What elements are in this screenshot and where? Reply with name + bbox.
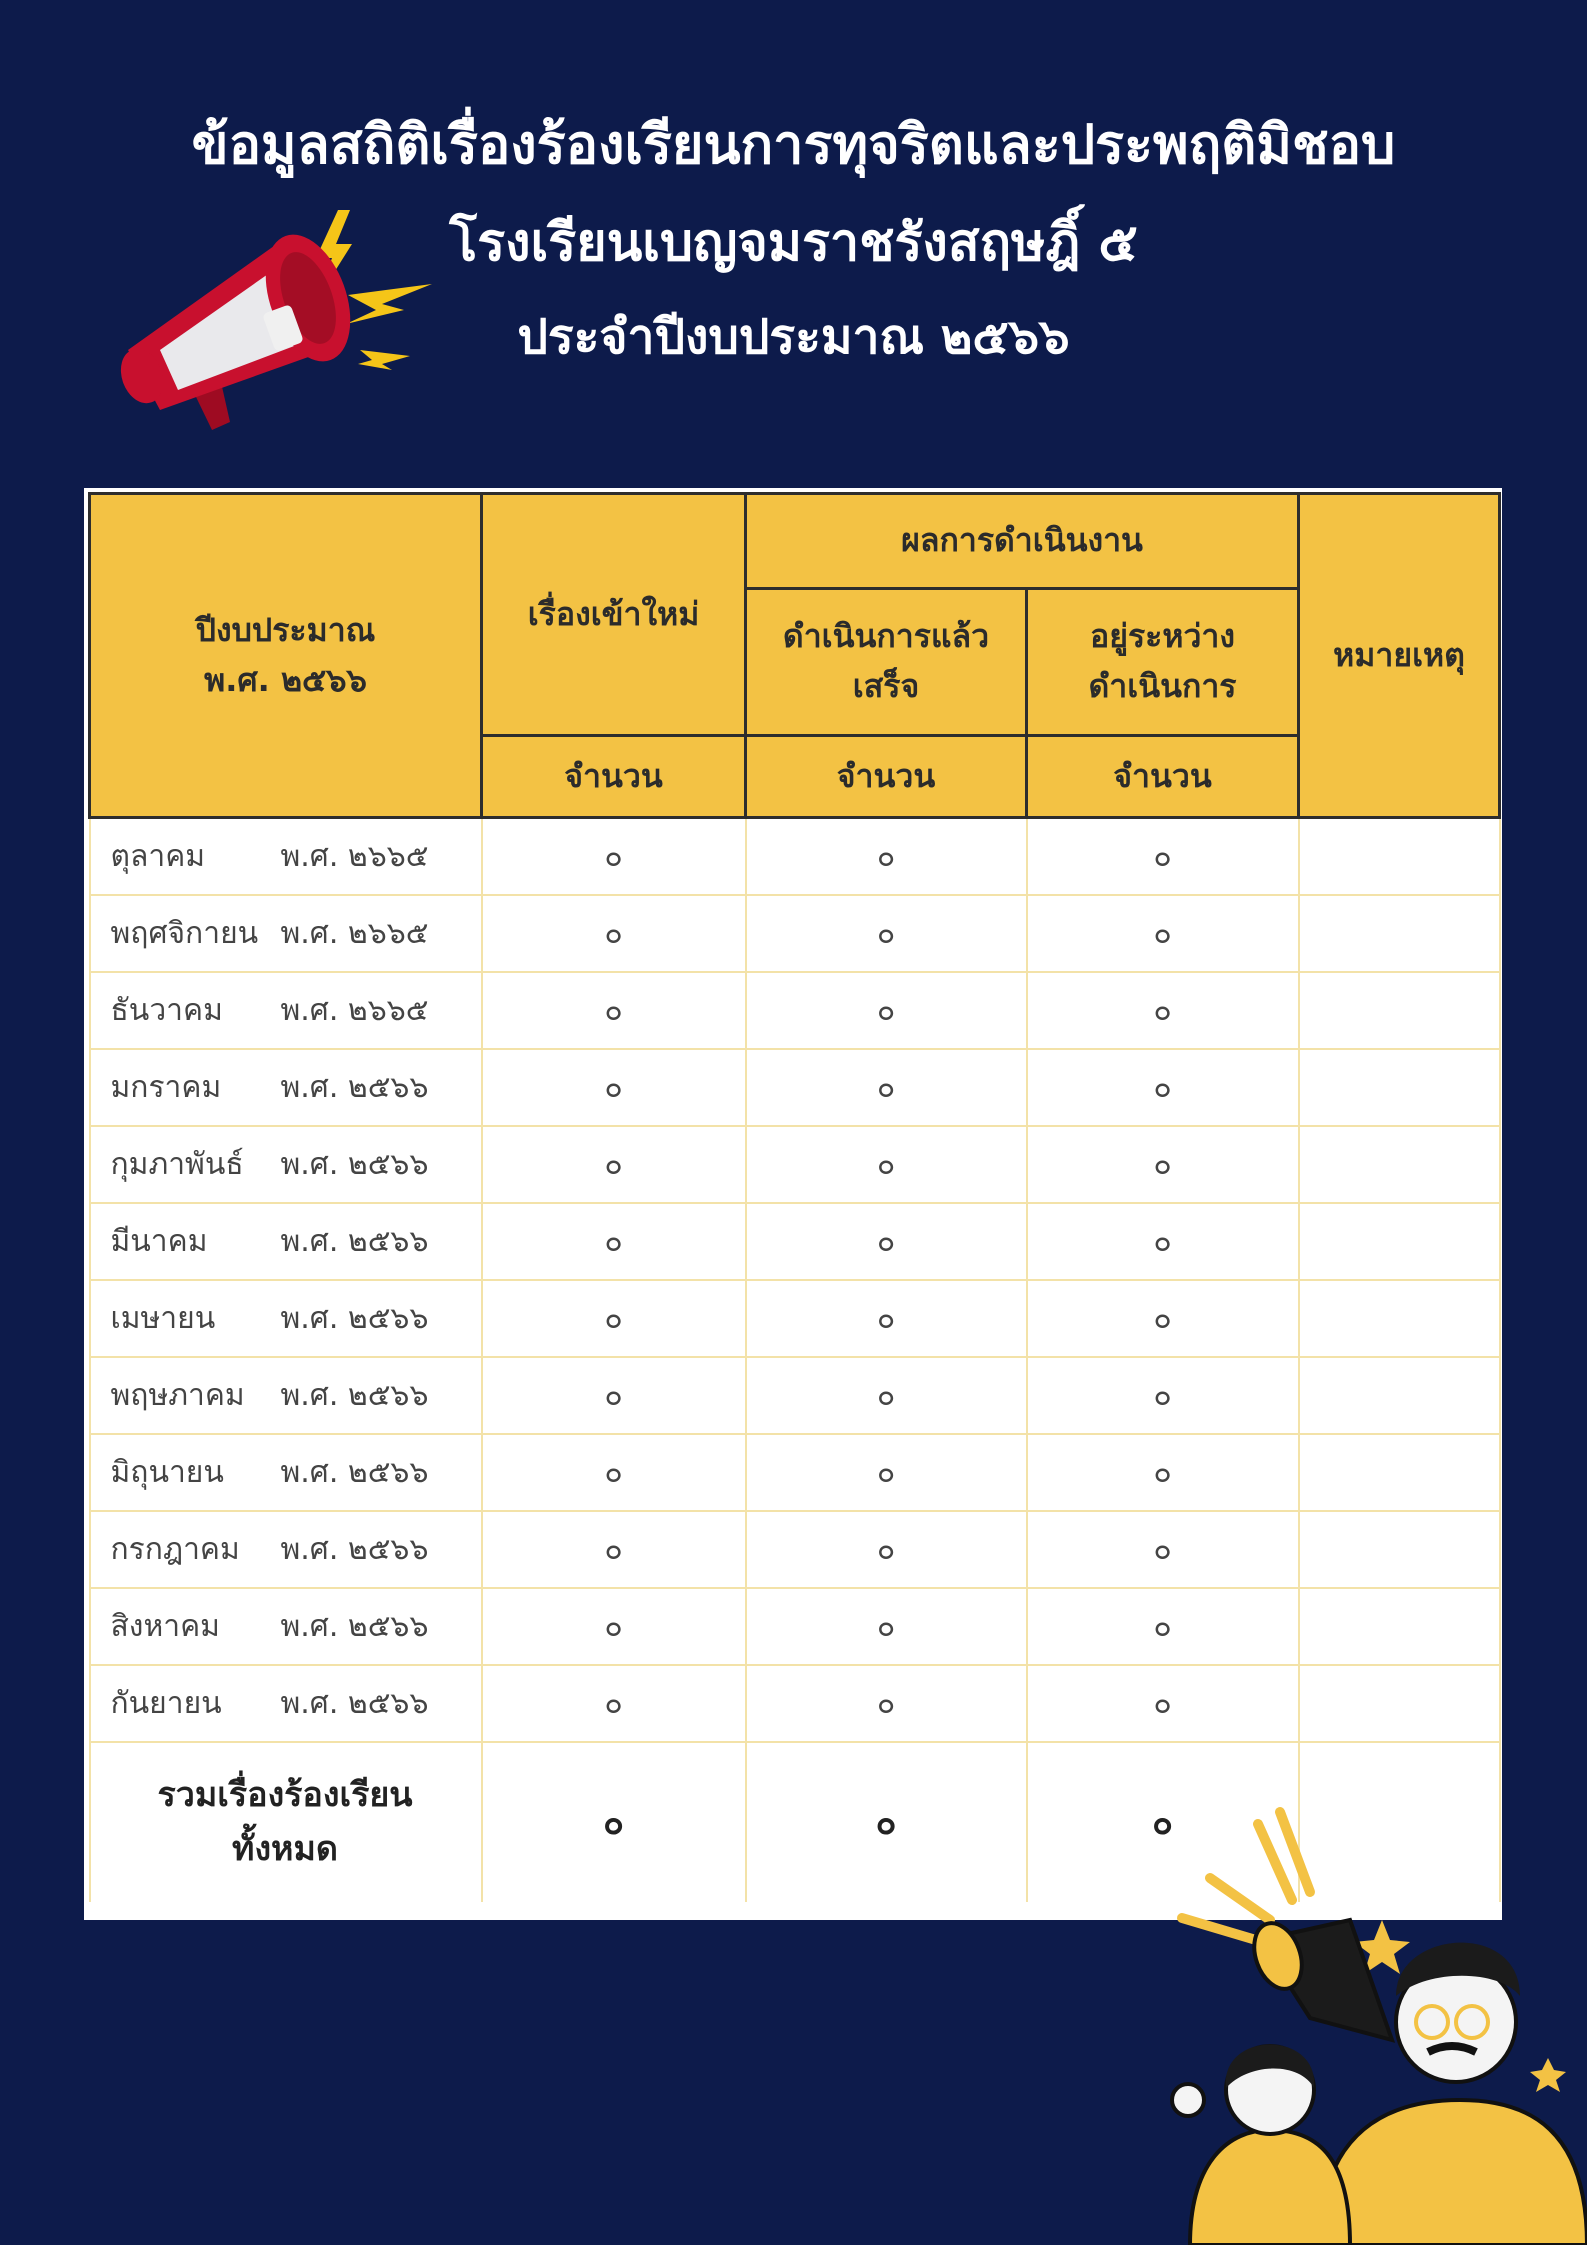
month-name: ตุลาคม — [110, 838, 206, 874]
new-cases-cell: ๐ — [482, 1665, 746, 1742]
table-row — [90, 1665, 1500, 1742]
in-progress-cell: ๐ — [1027, 818, 1299, 895]
new-cases-cell: ๐ — [482, 1126, 746, 1203]
remarks-cell — [1299, 1280, 1500, 1357]
completed-cell: ๐ — [746, 1049, 1027, 1126]
total-label — [90, 1742, 482, 1902]
table-row — [90, 895, 1500, 972]
completed-cell: ๐ — [746, 1665, 1027, 1742]
complaint-statistics-table — [84, 488, 1502, 1920]
month-cell — [90, 1434, 482, 1511]
completed-cell: ๐ — [746, 1588, 1027, 1665]
in-progress-cell: ๐ — [1027, 1665, 1299, 1742]
remarks-cell — [1299, 1588, 1500, 1665]
month-year: พ.ศ. ๒๕๖๖ — [280, 1685, 429, 1721]
completed-cell: ๐ — [746, 895, 1027, 972]
completed-cell: ๐ — [746, 1434, 1027, 1511]
header-remarks: หมายเหตุ — [1299, 494, 1500, 818]
header-completed — [746, 589, 1027, 736]
remarks-cell — [1299, 1665, 1500, 1742]
month-cell — [90, 1357, 482, 1434]
month-name: เมษายน — [110, 1300, 216, 1336]
remarks-cell — [1299, 1511, 1500, 1588]
header-results: ผลการดำเนินงาน — [746, 494, 1299, 589]
total-label-line1: รวมเรื่องร้องเรียน — [157, 1774, 413, 1815]
completed-cell: ๐ — [746, 1280, 1027, 1357]
new-cases-cell: ๐ — [482, 972, 746, 1049]
table-row — [90, 1434, 1500, 1511]
new-cases-cell: ๐ — [482, 895, 746, 972]
total-label-line2: ทั้งหมด — [232, 1829, 338, 1869]
month-year: พ.ศ. ๒๕๖๖ — [280, 1146, 429, 1182]
in-progress-cell: ๐ — [1027, 1280, 1299, 1357]
people-with-megaphone-illustration — [1160, 1800, 1587, 2245]
month-name: มิถุนายน — [110, 1454, 224, 1490]
month-name: กุมภาพันธ์ — [110, 1146, 244, 1182]
month-year: พ.ศ. ๒๕๖๖ — [280, 1454, 429, 1490]
month-year: พ.ศ. ๒๖๖๕ — [280, 915, 429, 951]
table-row — [90, 972, 1500, 1049]
header-fiscal-year-line2: พ.ศ. ๒๕๖๖ — [204, 660, 367, 699]
remarks-cell — [1299, 1434, 1500, 1511]
table-row — [90, 1511, 1500, 1588]
table-row — [90, 1203, 1500, 1280]
total-completed: ๐ — [746, 1742, 1027, 1902]
table-row — [90, 1280, 1500, 1357]
month-name: มีนาคม — [110, 1223, 208, 1259]
header-count-completed: จำนวน — [746, 736, 1027, 818]
month-name: กรกฎาคม — [110, 1531, 240, 1567]
month-name: พฤศจิกายน — [110, 915, 259, 951]
month-cell — [90, 972, 482, 1049]
remarks-cell — [1299, 1126, 1500, 1203]
total-new: ๐ — [482, 1742, 746, 1902]
new-cases-cell: ๐ — [482, 1588, 746, 1665]
new-cases-cell: ๐ — [482, 1511, 746, 1588]
completed-cell: ๐ — [746, 1203, 1027, 1280]
remarks-cell — [1299, 818, 1500, 895]
in-progress-cell: ๐ — [1027, 895, 1299, 972]
new-cases-cell: ๐ — [482, 1203, 746, 1280]
header-count-new: จำนวน — [482, 736, 746, 818]
in-progress-cell: ๐ — [1027, 972, 1299, 1049]
month-name: มกราคม — [110, 1069, 222, 1105]
new-cases-cell: ๐ — [482, 1434, 746, 1511]
month-cell — [90, 1203, 482, 1280]
total-in-progress: ๐ — [1027, 1742, 1299, 1902]
month-name: พฤษภาคม — [110, 1377, 245, 1413]
new-cases-cell: ๐ — [482, 818, 746, 895]
month-cell — [90, 1511, 482, 1588]
month-cell — [90, 1126, 482, 1203]
completed-cell: ๐ — [746, 818, 1027, 895]
header-in-progress — [1027, 589, 1299, 736]
remarks-cell — [1299, 1203, 1500, 1280]
table-row — [90, 1357, 1500, 1434]
header-fiscal-year-line1: ปีงบประมาณ — [195, 610, 376, 649]
header-completed-line2: เสร็จ — [852, 667, 920, 705]
remarks-cell — [1299, 1357, 1500, 1434]
month-name: สิงหาคม — [110, 1608, 220, 1644]
in-progress-cell: ๐ — [1027, 1049, 1299, 1126]
month-year: พ.ศ. ๒๕๖๖ — [280, 1300, 429, 1336]
in-progress-cell: ๐ — [1027, 1588, 1299, 1665]
header-count-in-progress: จำนวน — [1027, 736, 1299, 818]
month-cell — [90, 1280, 482, 1357]
in-progress-cell: ๐ — [1027, 1357, 1299, 1434]
in-progress-cell: ๐ — [1027, 1126, 1299, 1203]
month-cell — [90, 1665, 482, 1742]
month-cell — [90, 895, 482, 972]
new-cases-cell: ๐ — [482, 1280, 746, 1357]
page-title-line2: โรงเรียนเบญจมราชรังสฤษฎิ์ ๕ — [449, 213, 1138, 273]
table-row — [90, 1049, 1500, 1126]
table-row — [90, 1588, 1500, 1665]
page-title-line3: ประจำปีงบประมาณ ๒๕๖๖ — [517, 309, 1070, 365]
month-year: พ.ศ. ๒๕๖๖ — [280, 1069, 429, 1105]
month-cell — [90, 1588, 482, 1665]
month-year: พ.ศ. ๒๕๖๖ — [280, 1531, 429, 1567]
new-cases-cell: ๐ — [482, 1049, 746, 1126]
header-completed-line1: ดำเนินการแล้ว — [782, 617, 990, 656]
month-year: พ.ศ. ๒๕๖๖ — [280, 1223, 429, 1259]
completed-cell: ๐ — [746, 1511, 1027, 1588]
megaphone-icon — [120, 200, 440, 440]
month-cell — [90, 818, 482, 895]
header-in-progress-line1: อยู่ระหว่าง — [1090, 617, 1235, 656]
month-cell — [90, 1049, 482, 1126]
new-cases-cell: ๐ — [482, 1357, 746, 1434]
in-progress-cell: ๐ — [1027, 1203, 1299, 1280]
header-fiscal-year — [90, 494, 482, 818]
completed-cell: ๐ — [746, 1357, 1027, 1434]
remarks-cell — [1299, 895, 1500, 972]
in-progress-cell: ๐ — [1027, 1511, 1299, 1588]
month-year: พ.ศ. ๒๖๖๕ — [280, 838, 429, 874]
in-progress-cell: ๐ — [1027, 1434, 1299, 1511]
remarks-cell — [1299, 972, 1500, 1049]
remarks-cell — [1299, 1049, 1500, 1126]
table-row — [90, 1126, 1500, 1203]
header-in-progress-line2: ดำเนินการ — [1088, 667, 1237, 705]
header-new-cases: เรื่องเข้าใหม่ — [482, 494, 746, 736]
month-year: พ.ศ. ๒๖๖๕ — [280, 992, 429, 1028]
completed-cell: ๐ — [746, 1126, 1027, 1203]
month-year: พ.ศ. ๒๕๖๖ — [280, 1608, 429, 1644]
month-name: ธันวาคม — [110, 992, 223, 1028]
page-title-line1: ข้อมูลสถิติเรื่องร้องเรียนการทุจริตและประพฤติมิชอบ — [191, 113, 1396, 176]
month-name: กันยายน — [110, 1685, 222, 1721]
month-year: พ.ศ. ๒๕๖๖ — [280, 1377, 429, 1413]
table-row — [90, 818, 1500, 895]
completed-cell: ๐ — [746, 972, 1027, 1049]
